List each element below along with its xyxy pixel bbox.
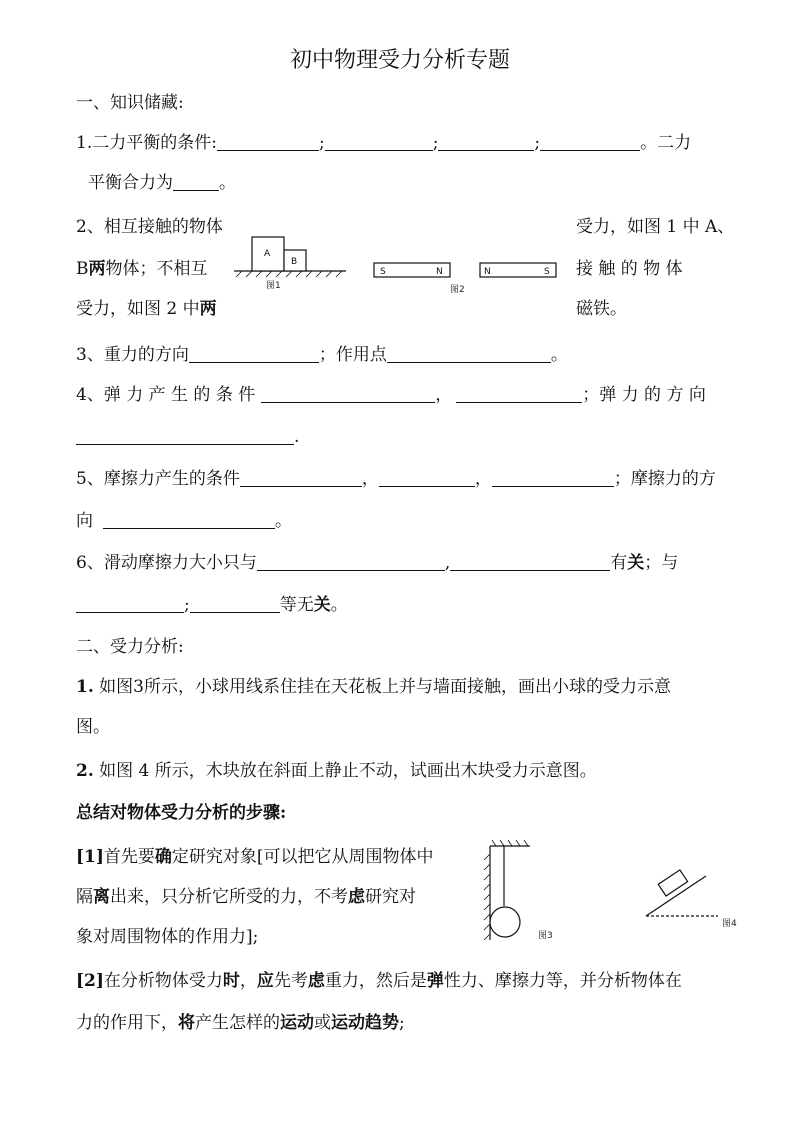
step-text: 性力、摩擦力等，并分析物体在: [443, 971, 682, 991]
separator: ;: [534, 133, 541, 153]
step-text: 应: [256, 971, 274, 991]
question-6-line2: [76, 594, 348, 616]
q2-text: 受力，如图 2 中: [76, 299, 200, 319]
answer-blank: [76, 427, 294, 445]
q6-text: 关: [313, 595, 331, 615]
q6-text: 有: [610, 553, 628, 573]
step-text: 将: [178, 1013, 195, 1033]
q4-prefix: 4、弹 力 产 生 的 条 件: [76, 385, 256, 405]
answer-blank: [325, 133, 433, 151]
step-2-line2: [76, 1012, 405, 1034]
section-heading-1: 一、知识储藏:: [76, 93, 184, 113]
q6-text: 。: [330, 595, 348, 615]
answer-blank: [450, 553, 610, 571]
q2-line3-right: 磁铁。: [576, 299, 627, 319]
figure-3-caption: 图3: [538, 931, 553, 941]
q2-text: B: [76, 259, 89, 279]
step-number: [1]: [76, 847, 104, 867]
separator: ，: [474, 469, 492, 489]
answer-blank: [492, 469, 614, 487]
q5-line2-text: 向: [76, 511, 93, 531]
q4-mid: ；弹 力 的 方 向: [582, 385, 706, 405]
q3-end: 。: [550, 345, 568, 365]
ground-hatching: [236, 271, 342, 277]
step-text: 弹: [426, 971, 444, 991]
figure-2-caption: 图2: [450, 285, 465, 295]
figure-1-caption: 图1: [266, 281, 281, 291]
summary-text: :: [280, 803, 287, 823]
answer-blank: [387, 345, 551, 363]
answer-blank: [103, 511, 275, 529]
question-4-line2: [76, 426, 299, 448]
problem-1: [76, 676, 671, 698]
q2-line1-right: 受力，如图 1 中 A、: [576, 217, 735, 237]
problem-1-line2: 图。: [76, 717, 110, 737]
q5-prefix: 5、摩擦力产生的条件: [76, 469, 240, 489]
q2-line2-right: 接 触 的 物 体: [576, 259, 683, 279]
question-4: [76, 384, 706, 406]
magnet-left-pole: N: [436, 267, 443, 277]
problem-text: 如图3所示，小球用线系住挂在天花板上并与墙面接触，画出小球的受力示意: [93, 677, 671, 697]
separator: ,: [444, 553, 451, 573]
figure-3: [480, 840, 560, 946]
q2-line3-left: [76, 298, 217, 320]
q1-line2-text: 平衡合力为: [88, 173, 173, 193]
block-b-label: B: [291, 257, 298, 267]
figure-4-caption: 图4: [722, 919, 737, 929]
q6-prefix: 6、滑动摩擦力大小只与: [76, 553, 257, 573]
block-a-label: A: [264, 249, 271, 259]
step-text: 离: [93, 887, 110, 907]
q1-end: 。二力: [640, 133, 692, 153]
answer-blank: [76, 595, 184, 613]
magnet-left-pole: S: [380, 267, 386, 277]
step-text: 研究对: [365, 887, 416, 907]
question-1-line2: [88, 172, 236, 194]
ceiling-hatching: [492, 840, 528, 846]
step-text: ，: [239, 971, 257, 991]
answer-blank: [189, 345, 319, 363]
step-text: 产生怎样的: [195, 1013, 280, 1033]
answer-blank: [261, 385, 435, 403]
question-3: [76, 344, 568, 366]
q5-end: 。: [275, 511, 292, 531]
q6-text: 关: [627, 553, 645, 573]
q2-text: 物体；不相互: [105, 259, 208, 279]
answer-blank: [540, 133, 640, 151]
wooden-block: [658, 870, 687, 896]
problem-number: 2.: [76, 761, 94, 781]
problem-text: 如图 4 所示，木块放在斜面上静止不动，试画出木块受力示意图。: [93, 761, 597, 781]
step-1-line1: [76, 846, 434, 868]
q6-text: ；与: [644, 553, 679, 573]
answer-blank: [173, 173, 219, 191]
question-5-line2: [76, 510, 292, 532]
step-1-line3: 象对周围物体的作用力];: [76, 927, 259, 947]
figure-2: [368, 258, 564, 298]
figure-1: [232, 232, 350, 292]
q3-prefix: 3、重力的方向: [76, 345, 189, 365]
question-1: [76, 132, 691, 154]
q6-text: 等无: [279, 595, 314, 615]
q2-line1-left: 2、相互接触的物体: [76, 217, 223, 237]
step-text: 虑: [348, 887, 365, 907]
q2-line2-left: [76, 258, 208, 280]
step-2-line1: [76, 970, 682, 992]
answer-blank: [379, 469, 475, 487]
separator: ，: [361, 469, 379, 489]
q3-mid: ；作用点: [318, 345, 387, 365]
q5-mid: ；摩擦力的方: [613, 469, 716, 489]
magnet-right-pole: N: [484, 267, 491, 277]
answer-blank: [438, 133, 534, 151]
step-text: 确: [154, 847, 172, 867]
step-text: 运动趋势: [331, 1013, 399, 1033]
step-text: 虑: [307, 971, 325, 991]
problem-2: [76, 760, 597, 782]
question-6: [76, 552, 678, 574]
q2-text: 两: [199, 299, 217, 319]
separator: ;: [318, 133, 325, 153]
page-title: 初中物理受力分析专题: [289, 48, 510, 73]
separator: ，: [435, 385, 453, 405]
problem-number: 1.: [76, 677, 94, 697]
step-text: 时: [222, 971, 240, 991]
answer-blank: [257, 553, 445, 571]
answer-blank: [240, 469, 362, 487]
step-text: 隔: [76, 887, 93, 907]
step-text: 力的作用下，: [76, 1013, 178, 1033]
ball: [490, 907, 520, 937]
step-text: 在分析物体受力: [103, 971, 223, 991]
magnet-right-pole: S: [544, 267, 550, 277]
q1-prefix: 1.二力平衡的条件:: [76, 133, 217, 153]
step-text: 定研究对象[可以把它从周围物体中: [171, 847, 434, 867]
step-text: 首先要: [103, 847, 155, 867]
step-number: [2]: [76, 971, 104, 991]
summary-heading: [76, 802, 286, 824]
answer-blank: [217, 133, 319, 151]
wall-hatching: [484, 854, 490, 940]
summary-text: 步骤: [246, 803, 280, 823]
step-text: 先考: [273, 971, 308, 991]
separator: ;: [432, 133, 439, 153]
step-text: 或: [314, 1013, 331, 1033]
separator: ;: [184, 595, 190, 615]
answer-blank: [456, 385, 582, 403]
answer-blank: [190, 595, 280, 613]
step-text: 运动: [280, 1013, 314, 1033]
q1-line2-end: 。: [219, 173, 236, 193]
section-heading-2: 二、受力分析:: [76, 637, 184, 657]
step-text: 出来，只分析它所受的力，不考: [110, 887, 348, 907]
figure-4: [640, 862, 746, 934]
q4-end: .: [294, 427, 300, 447]
step-1-line2: [76, 886, 416, 908]
summary-text: 总结对物体受力分析的: [76, 803, 246, 823]
question-5: [76, 468, 716, 490]
step-text: 重力，然后是: [324, 971, 427, 991]
q2-text: 两: [88, 259, 106, 279]
step-text: ;: [399, 1013, 405, 1033]
